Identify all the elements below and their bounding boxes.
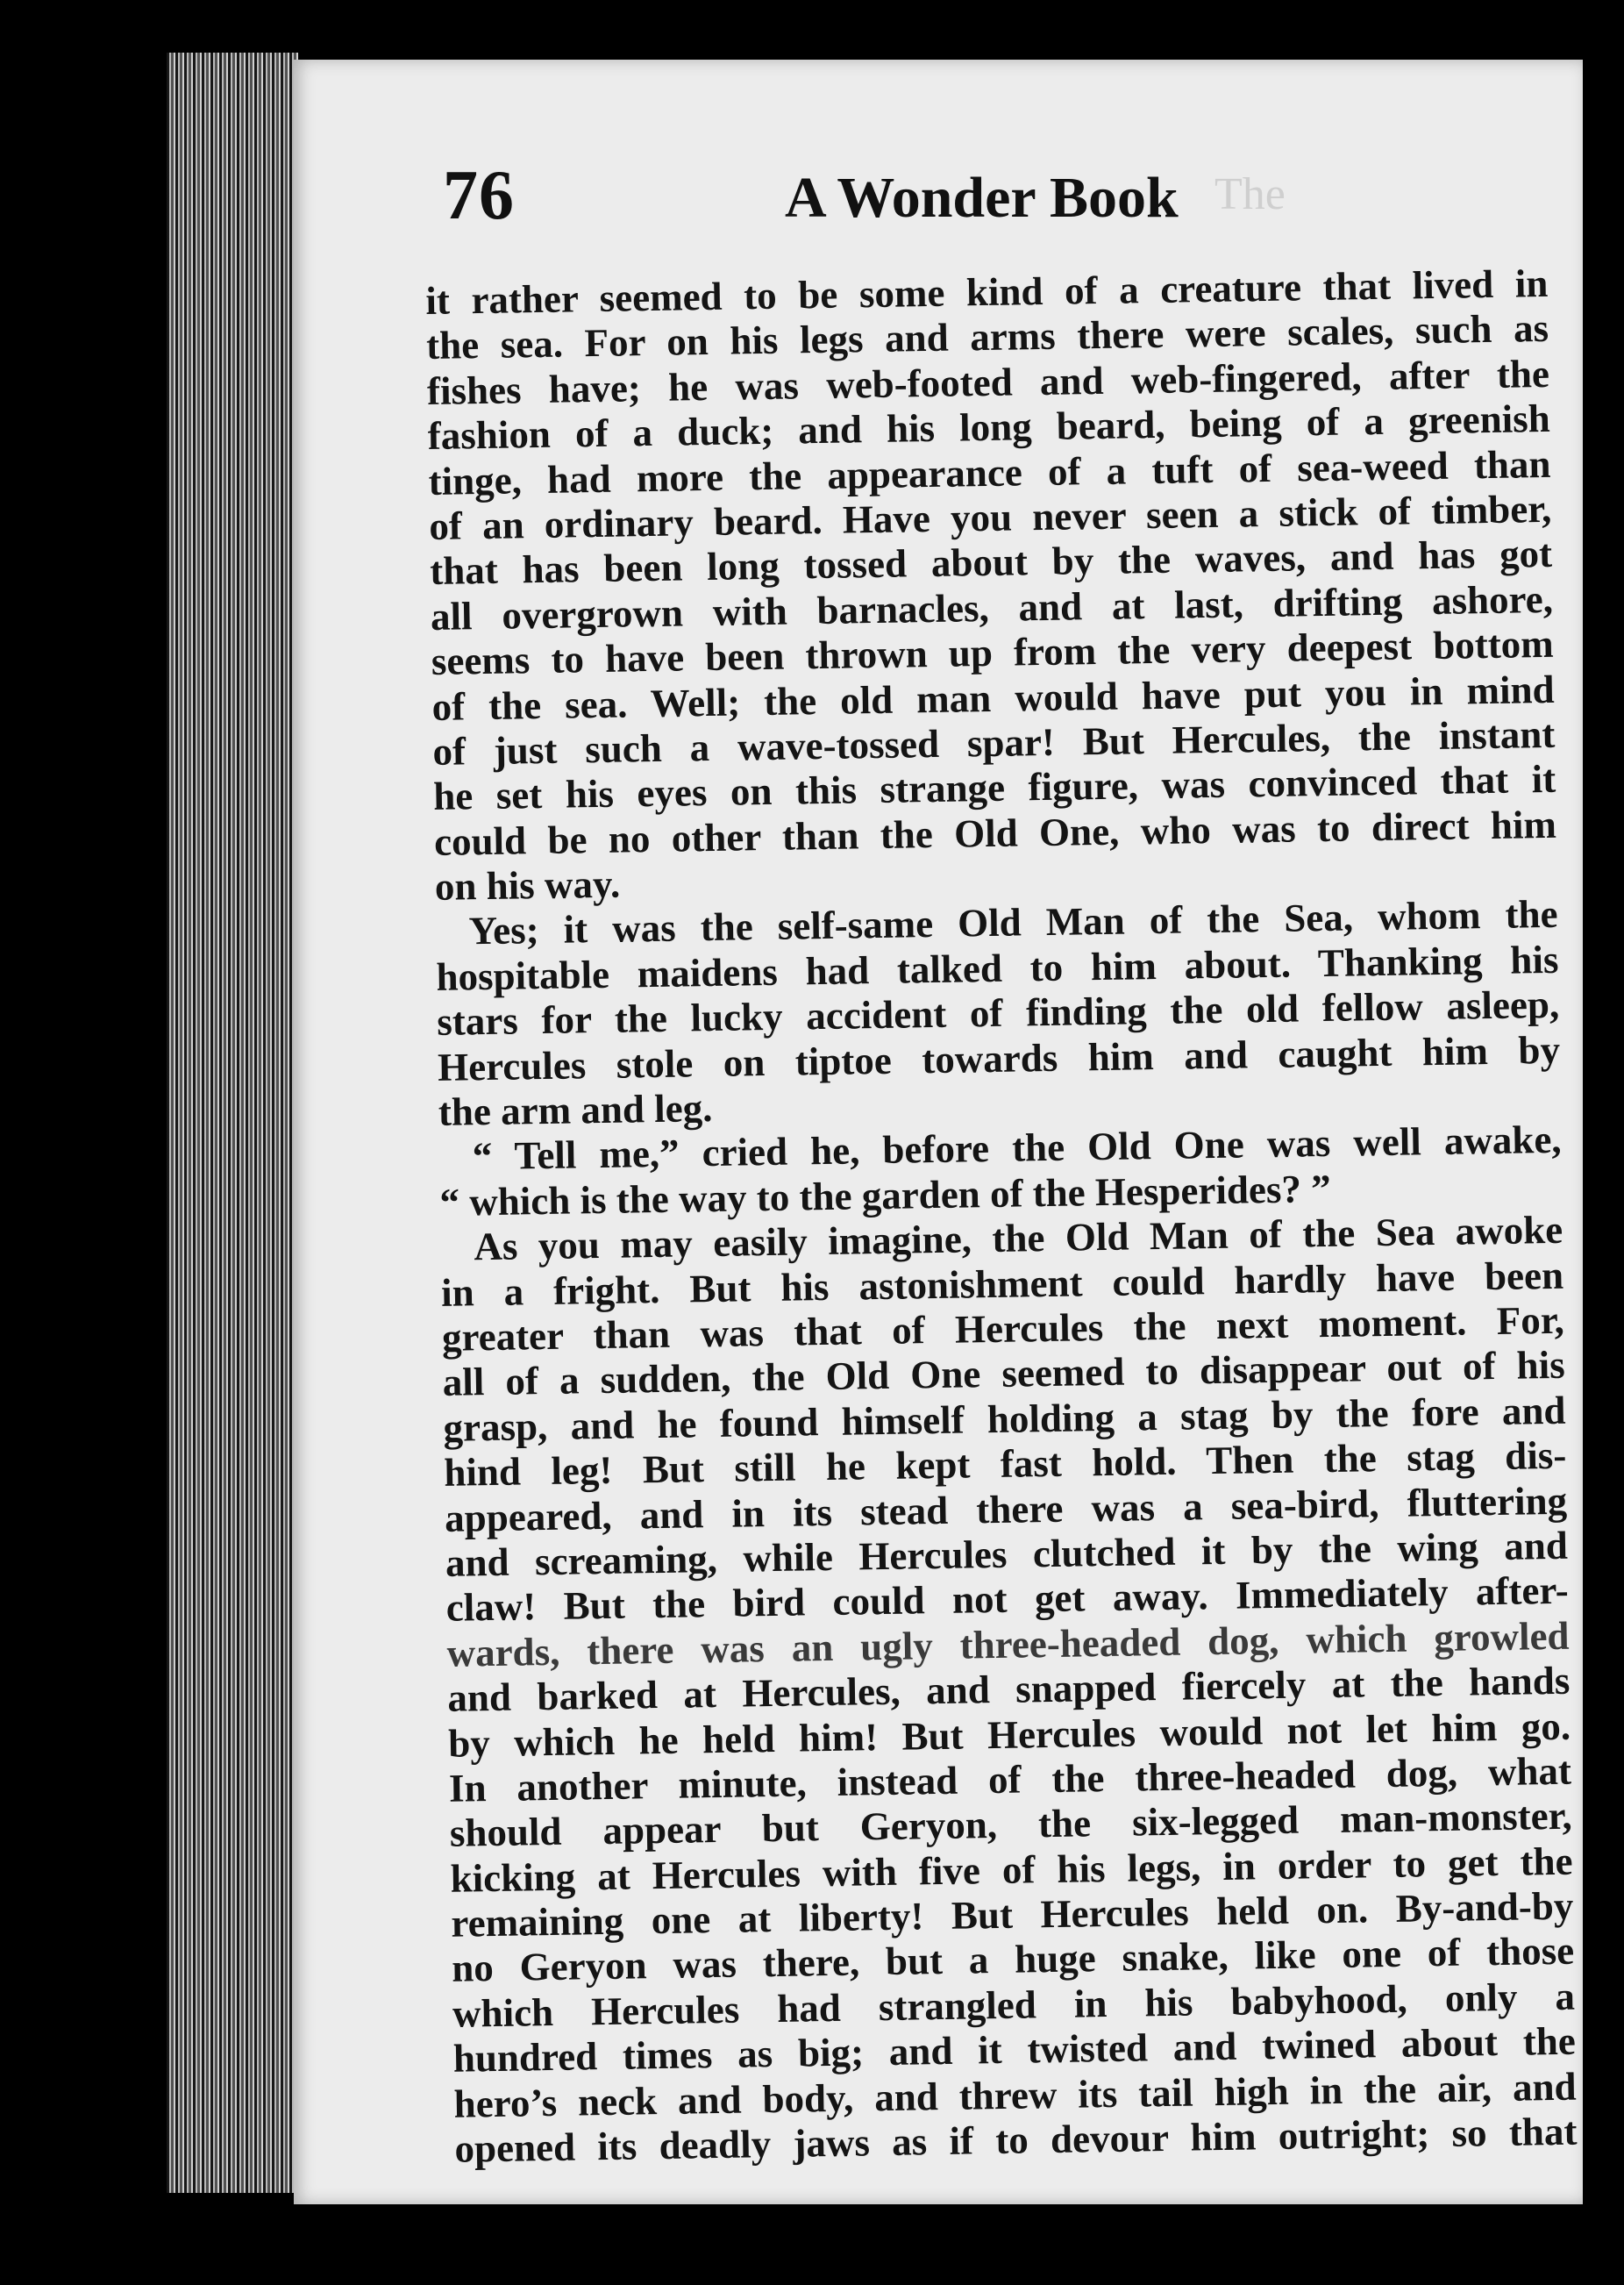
text-line: of just such a wave-tossed spar! But Hercules, the instant [432,711,1556,774]
running-title: A Wonder Book [785,166,1179,230]
book-page [294,60,1583,2204]
text-line: on his way. [434,861,621,909]
text-line: grasp, and he found himself holding a stag by the fore and [443,1388,1566,1450]
text-line: Yes; it was the self-same Old Man of the Sea, whom the [468,892,1558,953]
body-text [425,261,1578,2172]
text-line: that has been long tossed about by the waves, and has got [429,532,1553,594]
text-line: hind leg! But still he kept fast hold. Then the stag dis- [443,1432,1567,1495]
book-page-edges [167,53,298,2193]
text-line: of an ordinary beard. Have you never seen a stick of timber, [429,486,1552,548]
text-line: could be no other than the Old One, who was to direct him [433,802,1557,864]
text-line: hundred times as big; and it twisted and twined about the [452,2018,1577,2081]
text-line: the arm and leg. [438,1086,713,1134]
text-line: tinge, had more the appearance of a tuft of sea-weed than [428,441,1551,503]
text-line: fashion of a duck; and his long beard, being of a greenish [427,396,1551,459]
text-line: hospitable maidens had talked to him about. Thanking his [436,937,1559,999]
text-line: remaining one at liberty! But Hercules held on. By-and-by [451,1883,1574,1946]
text-line: Hercules stole on tiptoe towards him and caught him by [437,1027,1561,1089]
text-line: should appear but Geryon, the six-legged man-monster, [449,1793,1573,1856]
text-line: wards, there was an ugly three-headed dog, which growled [446,1613,1570,1675]
text-line: “ Tell me,” cried he, before the Old One was well awake, [472,1118,1562,1179]
text-line: the sea. For on his legs and arms there were scales, such as [425,306,1549,368]
text-line: seems to have been thrown up from the very deepest bottom [431,621,1555,684]
text-line: and barked at Hercules, and snapped fiercely at the hands [447,1658,1571,1720]
text-line: stars for the lucky accident of finding the old fellow asleep, [436,982,1560,1045]
text-line: which Hercules had strangled in his babyhood, only a [452,1974,1576,2036]
bleed-through-text: The [1214,169,1286,219]
page-header [294,156,1583,261]
text-line: kicking at Hercules with five of his legs, in order to get the [450,1839,1573,1901]
text-line: fishes have; he was web-footed and web-fingered, after the [426,351,1550,413]
text-line: in a fright. But his astonishment could hardly have been [440,1253,1564,1315]
text-line: “ which is the way to the garden of the Hesperides? ” [439,1166,1332,1225]
text-line: all of a sudden, the Old One seemed to disappear out of his [442,1343,1566,1405]
text-line: and screaming, while Hercules clutched it by the wing and [445,1523,1569,1585]
page-number: 76 [443,157,515,234]
text-line: it rather seemed to be some kind of a creature that lived in [425,261,1549,323]
text-line: appeared, and in its stead there was a sea-bird, fluttering [444,1478,1568,1540]
text-line: opened its deadly jaws as if to devour him outright; so that [454,2109,1578,2171]
text-line: by which he held him! But Hercules would not let him go. [447,1703,1571,1766]
text-line: greater than was that of Hercules the next moment. For, [441,1297,1565,1360]
text-line: he set his eyes on this strange figure, was convinced that it [432,757,1556,819]
text-line: In another minute, instead of the three-headed dog, what [448,1748,1572,1810]
text-line: claw! But the bird could not get away. Immediately after- [445,1568,1570,1631]
text-line: no Geryon was there, but a huge snake, like one of those [451,1929,1575,1991]
text-line: hero’s neck and body, and threw its tail high in the air, and [453,2064,1577,2126]
text-line: As you may easily imagine, the Old Man of the Sea awoke [473,1207,1563,1269]
text-line: of the sea. Well; the old man would have put you in mind [431,667,1555,729]
text-line: all overgrown with barnacles, and at last, drifting ashore, [430,576,1554,639]
